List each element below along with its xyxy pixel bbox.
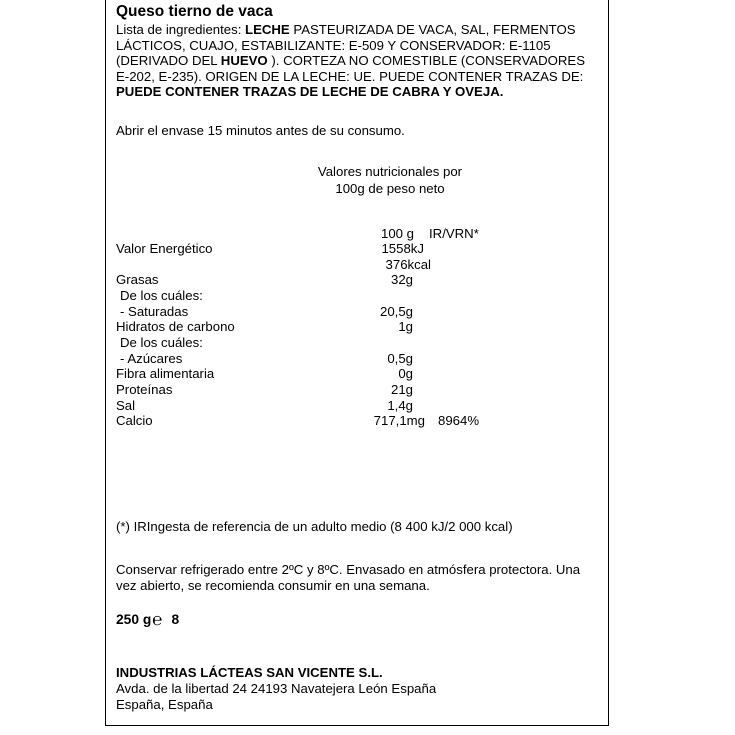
nutrition-value: 32g <box>390 272 413 287</box>
nutrition-value: 20,5g <box>379 304 413 319</box>
nutrition-value: 0g <box>398 366 413 381</box>
nutrition-value: 1g <box>398 319 413 334</box>
nutrition-label: De los cuáles: <box>120 335 203 350</box>
allergen-huevo: HUEVO <box>220 53 268 69</box>
nutrition-value: 0,5g <box>387 351 413 366</box>
nutrition-header-line-2: 100g de peso neto <box>335 181 445 196</box>
storage-line-2: vez abierto, se recomienda consumir en una semana. <box>116 578 430 593</box>
nutrition-value: 717,1mg <box>373 413 425 428</box>
estimated-sign-icon: ℮ <box>152 610 163 629</box>
product-title: Queso tierno de vaca <box>116 3 273 20</box>
ingredients-prefix: Lista de ingredientes: <box>116 22 246 37</box>
ingredients-text: (DERIVADO DEL <box>116 53 221 69</box>
manufacturer-country: España, España <box>116 697 213 712</box>
nutrition-label: Calcio <box>116 413 153 428</box>
opening-instructions: Abrir el envase 15 minutos antes de su consumo. <box>116 123 405 138</box>
nutrition-footnote: (*) IRIngesta de referencia de un adulto medio (8 400 kJ/2 000 kcal) <box>116 519 513 534</box>
ingredients-text: ). CORTEZA NO COMESTIBLE (CONSERVADORES <box>267 53 585 69</box>
nutrition-label: De los cuáles: <box>120 288 203 303</box>
nutrition-col-ir: IR/VRN* <box>429 226 479 241</box>
nutrition-value: 21g <box>390 382 413 397</box>
nutrition-ir-value: 8964% <box>438 413 480 428</box>
nutrition-label: Grasas <box>116 272 159 287</box>
nutrition-value: 1,4g <box>387 398 413 413</box>
nutrition-label: Hidratos de carbono <box>116 319 235 334</box>
allergen-traces-warning: PUEDE CONTENER TRAZAS DE LECHE DE CABRA Y OVEJA. <box>116 84 504 100</box>
ingredients-block <box>116 22 608 100</box>
nutrition-label: - Azúcares <box>120 351 183 366</box>
allergen-leche: LECHE <box>245 22 290 37</box>
nutrition-value: 376kcal <box>385 257 431 272</box>
nutrition-label: Sal <box>116 398 136 413</box>
ingredients-text: PASTEURIZADA DE VACA, SAL, FERMENTOS <box>289 22 576 37</box>
net-weight-extra: 8 <box>171 612 180 627</box>
nutrition-label: Valor Energético <box>116 241 213 256</box>
nutrition-label: - Saturadas <box>120 304 189 319</box>
manufacturer-address: Avda. de la libertad 24 24193 Navatejera León España <box>116 681 437 696</box>
ingredients-line-4: E-202, E-235). ORIGEN DE LA LECHE: UE. PUEDE CONTENER TRAZAS DE: <box>116 68 584 84</box>
nutrition-label: Fibra alimentaria <box>116 366 215 381</box>
ingredients-line-3 <box>116 53 608 69</box>
storage-line-1: Conservar refrigerado entre 2ºC y 8ºC. Envasado en atmósfera protectora. Una <box>116 562 581 577</box>
nutrition-value: 1558kJ <box>381 241 424 256</box>
ingredients-line-1 <box>116 22 608 38</box>
nutrition-header-line-1: Valores nutricionales por <box>317 164 463 179</box>
net-weight-amount: 250 g <box>116 612 152 627</box>
nutrition-col-100g: 100 g <box>381 226 415 241</box>
ingredients-line-2: LÁCTICOS, CUAJO, ESTABILIZANTE: E-509 Y CONSERVADOR: E-1105 <box>116 37 551 53</box>
manufacturer-name: INDUSTRIAS LÁCTEAS SAN VICENTE S.L. <box>116 665 383 680</box>
net-weight <box>116 612 179 627</box>
nutrition-label: Proteínas <box>116 382 173 397</box>
